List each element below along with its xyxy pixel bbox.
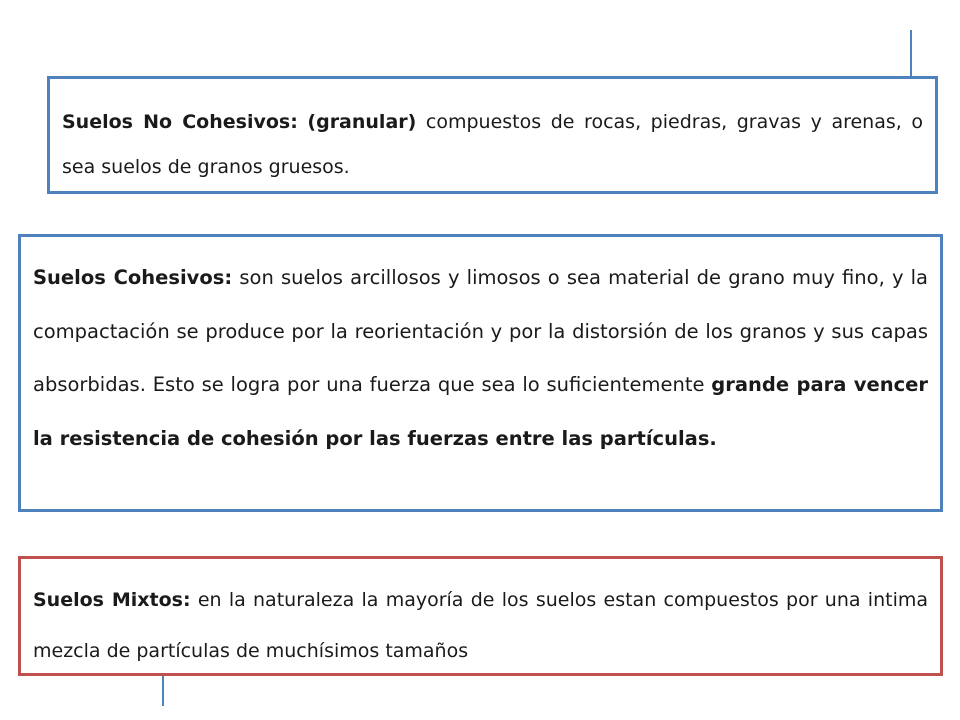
mixtos-paragraph <box>33 575 928 677</box>
mixtos-term: Suelos Mixtos: <box>33 589 191 611</box>
cohesivos-emphasis: grande para vencer la resistencia de cohesión por las fuerzas entre las partículas. <box>33 373 928 450</box>
mixtos-text: en la naturaleza la mayoría de los suelos estan compuestos por una intima mezcla de partículas de muchísimos tamaños <box>33 589 928 662</box>
cohesivos-box <box>18 234 943 512</box>
cohesivos-text: son suelos arcillosos y limosos o sea material de grano muy fino, y la compactación se produce por la reorientación y por la distorsión de los granos y sus capas absorbidas. Esto se logra por una fuerza que sea lo suficientemente <box>33 266 929 396</box>
cohesivos-paragraph <box>33 251 928 465</box>
no-cohesivos-qualifier: (granular) <box>307 111 417 133</box>
no-cohesivos-text: compuestos de rocas, piedras, gravas y arenas, o sea suelos de granos gruesos. <box>62 111 924 178</box>
no-cohesivos-paragraph <box>62 100 923 190</box>
mixtos-box <box>18 556 943 676</box>
connector-line-bottom <box>162 676 164 706</box>
no-cohesivos-box <box>47 76 938 194</box>
cohesivos-term: Suelos Cohesivos: <box>33 266 233 289</box>
connector-line-top <box>910 30 912 76</box>
no-cohesivos-term: Suelos No Cohesivos: <box>62 111 298 133</box>
